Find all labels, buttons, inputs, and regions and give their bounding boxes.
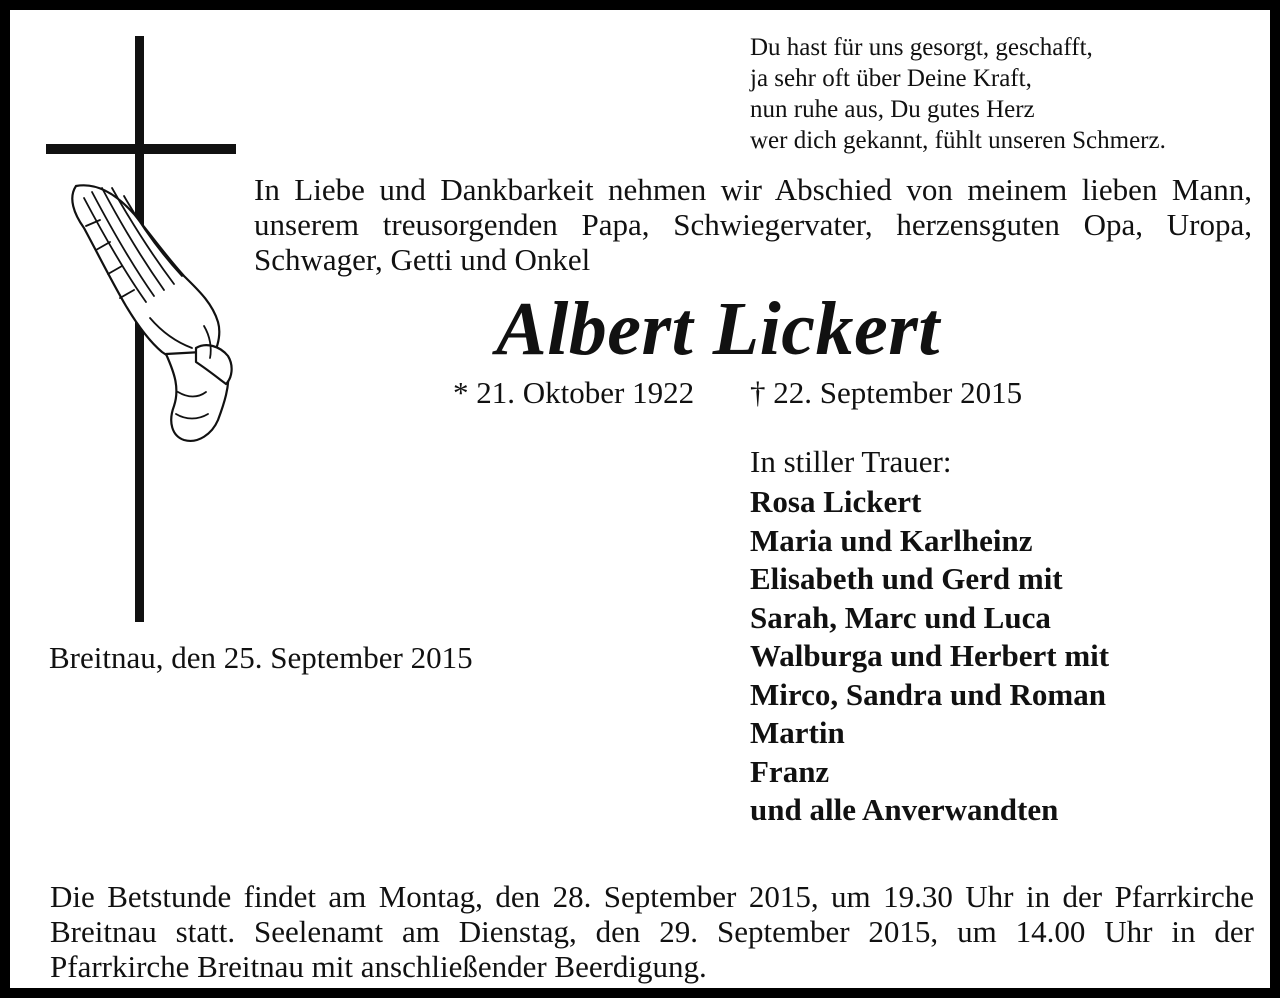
poem [750, 32, 1166, 156]
mourning-title: In stiller Trauer: [750, 444, 952, 479]
birth-date: * 21. Oktober 1922 [453, 375, 695, 410]
service-notice: Die Betstunde findet am Montag, den 28. September 2015, um 19.30 Uhr in der Pfarrkirche Breitnau statt. Seelenamt am Dienstag, den 29. September 2015, um 14.00 Uhr in der Pfarrkirche Breitnau mit anschließender Beerdigung. [50, 879, 1254, 984]
mourner-name: Elisabeth und Gerd mit [750, 561, 1063, 596]
mourner-name: Rosa Lickert [750, 484, 922, 519]
intro-text: In Liebe und Dankbarkeit nehmen wir Abschied von meinem lieben Mann, unserem treusorgenden Papa, Schwiegervater, herzensguten Opa, Uropa, Schwager, Getti und Onkel [254, 172, 1252, 277]
cross-with-praying-hands-icon [46, 36, 236, 622]
mourner-list [750, 483, 1109, 830]
poem-line: wer dich gekannt, fühlt unseren Schmerz. [750, 127, 1166, 154]
mourner-name: Walburga und Herbert mit [750, 638, 1110, 673]
poem-line: nun ruhe aus, Du gutes Herz [750, 96, 1035, 123]
mourner-name: Martin [750, 715, 845, 750]
poem-line: Du hast für uns gesorgt, geschafft, [750, 34, 1093, 61]
mourner-name: Maria und Karlheinz [750, 522, 1033, 558]
poem-line: ja sehr oft über Deine Kraft, [750, 65, 1032, 92]
mourner-name: und alle Anverwandten [750, 792, 1059, 827]
mourner-name: Mirco, Sandra und Roman [750, 676, 1106, 712]
mourner-name: Franz [750, 753, 830, 789]
death-date: † 22. September 2015 [750, 375, 1023, 410]
deceased-name: Albert Lickert [496, 287, 940, 371]
place-and-date: Breitnau, den 25. September 2015 [49, 640, 473, 675]
mourner-name: Sarah, Marc und Luca [750, 599, 1051, 635]
